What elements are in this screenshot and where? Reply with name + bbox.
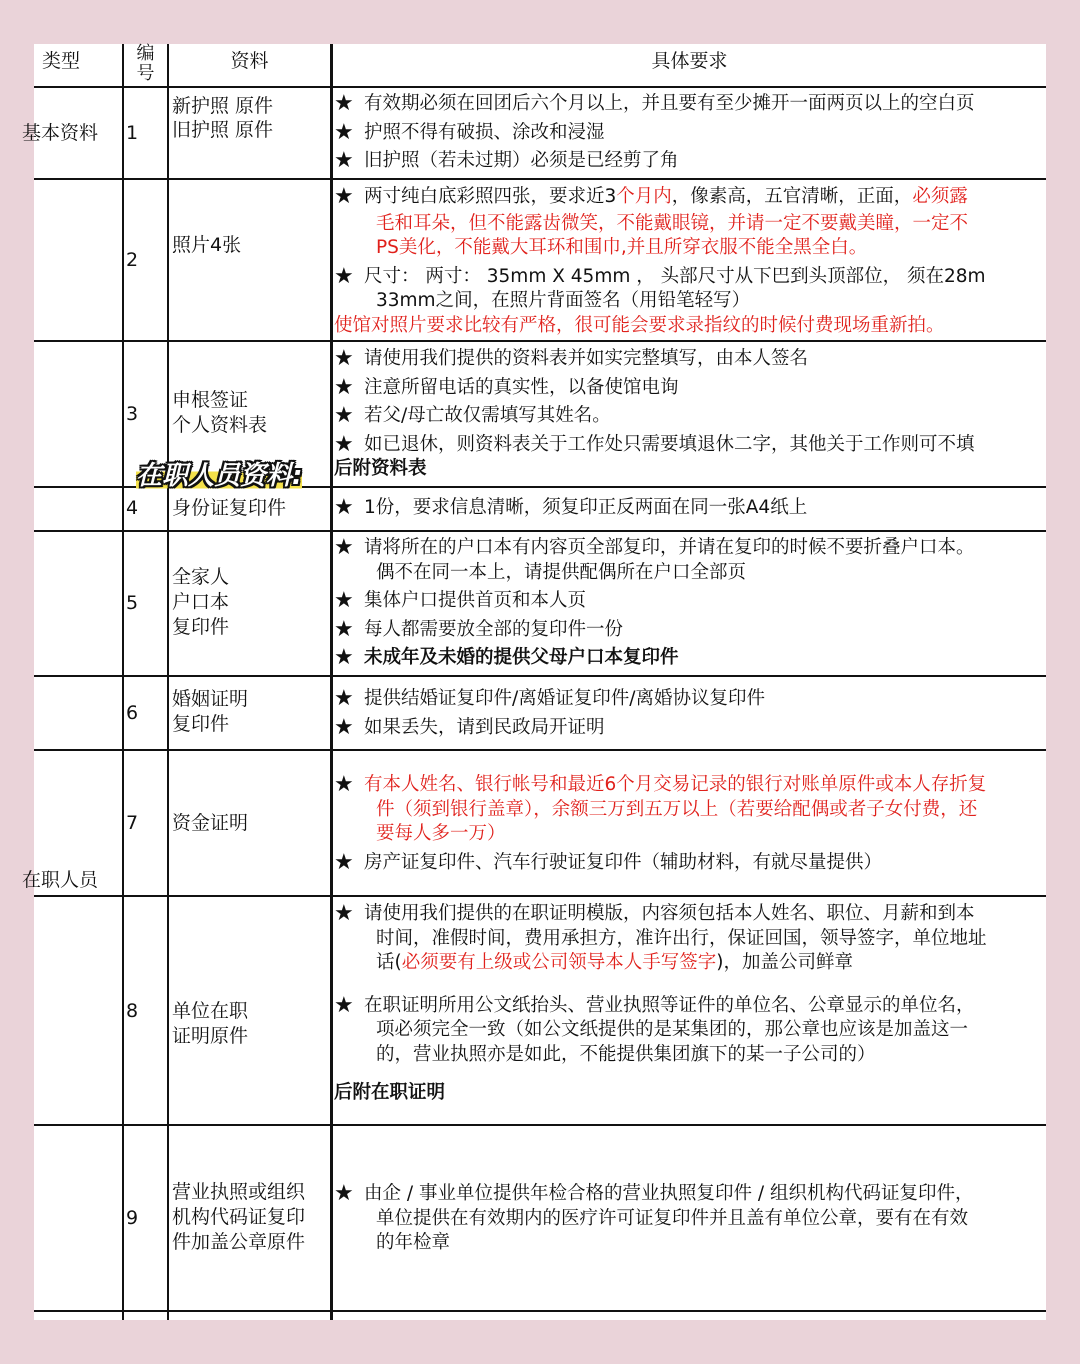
star-icon: ★ — [334, 1181, 354, 1206]
requirement-text: 房产证复印件、汽车行驶证复印件（辅助材料，有就尽量提供） — [364, 851, 883, 873]
requirements-cell — [334, 536, 1046, 675]
requirement-text: 每人都需要放全部的复印件一份 — [364, 618, 624, 640]
overlay-caption: 在职人员资料: — [136, 455, 302, 492]
row-number: 1 — [126, 122, 139, 144]
material-cell — [172, 233, 241, 257]
requirements-cell — [334, 185, 1046, 338]
star-icon: ★ — [334, 616, 354, 642]
grid-line — [167, 44, 169, 1320]
photo-note: 使馆对照片要求比较有严格，很可能会要求录指纹的时候付费现场重新拍。 — [334, 314, 945, 336]
row-number: 7 — [126, 812, 139, 834]
material-line: 复印件 — [172, 713, 230, 735]
requirement-text: 请使用我们提供的资料表并如实完整填写，由本人签名 — [364, 348, 809, 369]
star-icon: ★ — [334, 119, 354, 145]
row-number: 6 — [126, 702, 139, 724]
requirement-text: 项必须完全一致（如公文纸提供的是某集团的，那公章也应该是加盖这一 — [376, 1019, 969, 1040]
requirement-text: 如果丢失，请到民政局开证明 — [364, 716, 605, 738]
material-cell — [172, 565, 229, 640]
star-icon: ★ — [334, 772, 354, 797]
requirement-text: 有效期必须在回团后六个月以上，并且要有至少摊开一面两页以上的空白页 — [364, 93, 975, 114]
requirement-text: 请使用我们提供的在职证明模版，内容须包括本人姓名、职位、月薪和到本 — [364, 903, 975, 924]
requirement-text: 要每人多一万） — [376, 823, 506, 844]
requirement-text: 护照不得有破损、涂改和浸湿 — [364, 121, 605, 143]
star-icon: ★ — [334, 686, 354, 711]
material-cell — [172, 496, 286, 520]
grid-line — [34, 1310, 1046, 1312]
requirements-cell — [334, 347, 1046, 482]
grid-line — [34, 530, 1046, 532]
grid-line — [34, 895, 1046, 897]
requirement-text: 有本人姓名、银行帐号和最近6个月交易记录的银行对账单原件或本人存折复 — [364, 774, 987, 795]
requirements-table — [22, 43, 1046, 1320]
material-line: 证明原件 — [172, 1025, 249, 1047]
requirement-text: 请将所在的户口本有内容页全部复印，并请在复印的时候不要折叠户口本。 — [364, 537, 975, 558]
requirement-text: 件（须到银行盖章），余额三万到五万以上（若要给配偶或者子女付费，还 — [376, 798, 978, 820]
requirement-text: 话(必须要有上级或公司领导本人手写签字)，加盖公司鲜章 — [376, 952, 853, 973]
material-line: 全家人 — [172, 566, 230, 588]
star-icon: ★ — [334, 992, 354, 1018]
row-number: 3 — [126, 403, 139, 425]
requirement-text: 旧护照（若未过期）必须是已经剪了角 — [364, 150, 679, 171]
type-employed: 在职人员 — [22, 869, 99, 891]
requirement-text: 注意所留电话的真实性，以备使馆电询 — [364, 376, 679, 398]
material-line: 复印件 — [172, 616, 230, 638]
type-basic: 基本资料 — [22, 122, 99, 144]
row-number: 9 — [126, 1207, 139, 1229]
material-line: 个人资料表 — [172, 414, 268, 436]
star-icon: ★ — [334, 495, 354, 520]
star-icon: ★ — [334, 588, 354, 613]
material-line: 旧护照 原件 — [172, 119, 274, 141]
header-number: 编号 — [136, 43, 155, 84]
star-icon: ★ — [334, 403, 354, 428]
grid-line — [34, 675, 1046, 677]
requirements-cell — [334, 687, 1046, 744]
star-icon: ★ — [334, 346, 354, 371]
requirement-text: 集体户口提供首页和本人页 — [364, 590, 587, 611]
grid-line — [330, 44, 333, 1320]
requirement-text: 若父/母亡故仅需填写其姓名。 — [364, 405, 611, 426]
row-number: 5 — [126, 592, 139, 614]
material-line: 照片4张 — [172, 234, 242, 256]
material-line: 新护照 原件 — [172, 95, 274, 117]
grid-line — [34, 1124, 1046, 1126]
requirement-text: 33mm之间，在照片背面签名（用铅笔轻写） — [376, 290, 751, 311]
material-line: 单位在职 — [172, 1000, 249, 1022]
star-icon: ★ — [334, 148, 354, 173]
material-cell — [172, 94, 273, 142]
requirement-text: 的年检章 — [376, 1232, 451, 1253]
requirement-text: 尺寸： 两寸： 35mm X 45mm ， 头部尺寸从下巴到头顶部位， 须在28m — [364, 265, 986, 287]
star-icon: ★ — [334, 714, 354, 740]
requirement-text: 未成年及未婚的提供父母户口本复印件 — [364, 647, 679, 668]
requirement-text: 单位提供在有效期内的医疗许可证复印件并且盖有单位公章，要有在有效 — [376, 1207, 969, 1229]
requirement-text: PS美化，不能戴大耳环和围巾,并且所穿衣服不能全黑全白。 — [376, 237, 868, 258]
requirement-text: 时间，准假时间，费用承担方，准许出行，保证回国，领导签字，单位地址 — [376, 927, 987, 949]
star-icon: ★ — [334, 263, 354, 289]
grid-line — [34, 749, 1046, 751]
material-cell — [172, 999, 248, 1049]
material-line: 婚姻证明 — [172, 688, 249, 710]
star-icon: ★ — [334, 91, 354, 116]
star-icon: ★ — [334, 184, 354, 209]
requirements-cell — [334, 773, 1046, 879]
requirement-text: 的，营业执照亦是如此，不能提供集团旗下的某一子公司的） — [376, 1043, 876, 1065]
requirement-text: 如已退休，则资料表关于工作处只需要填退休二字，其他关于工作则可不填 — [364, 433, 975, 455]
requirement-text: 毛和耳朵，但不能露齿微笑，不能戴眼镜，并请一定不要戴美瞳，一定不 — [376, 212, 969, 234]
requirements-cell — [334, 92, 1046, 178]
grid-line — [122, 44, 124, 1320]
requirement-text: 在职证明所用公文纸抬头、营业执照等证件的单位名、公章显示的单位名， — [364, 994, 975, 1016]
star-icon: ★ — [334, 849, 354, 875]
requirement-text: 由企 / 事业单位提供年检合格的营业执照复印件 / 组织机构代码证复印件， — [364, 1183, 974, 1204]
form-note: 后附资料表 — [334, 458, 427, 479]
material-cell — [172, 811, 248, 835]
header-type: 类型 — [42, 50, 81, 72]
grid-line — [34, 340, 1046, 342]
requirement-text: 偶不在同一本上，请提供配偶所在户口全部页 — [376, 561, 747, 583]
employment-note: 后附在职证明 — [334, 1082, 446, 1103]
material-cell — [172, 687, 248, 737]
star-icon: ★ — [334, 535, 354, 560]
star-icon: ★ — [334, 901, 354, 926]
grid-line — [34, 178, 1046, 180]
header-requirements: 具体要求 — [651, 50, 728, 72]
requirement-text: 1份，要求信息清晰，须复印正反两面在同一张A4纸上 — [364, 497, 808, 518]
star-icon: ★ — [334, 431, 354, 457]
star-icon: ★ — [334, 645, 354, 670]
star-icon: ★ — [334, 374, 354, 400]
material-cell — [172, 388, 267, 438]
material-line: 申根签证 — [172, 389, 249, 411]
material-cell — [172, 1180, 305, 1255]
material-line: 身份证复印件 — [172, 497, 287, 519]
material-line: 户口本 — [172, 591, 230, 613]
row-number: 8 — [126, 1000, 139, 1022]
requirements-cell — [334, 1182, 1046, 1256]
requirements-cell — [334, 902, 1046, 1106]
row-number: 2 — [126, 249, 139, 271]
material-line: 资金证明 — [172, 812, 249, 834]
material-line: 件加盖公章原件 — [172, 1231, 306, 1253]
row-number: 4 — [126, 497, 139, 519]
header-material: 资料 — [230, 50, 269, 72]
grid-line — [34, 86, 1046, 88]
material-line: 营业执照或组织 — [172, 1181, 306, 1203]
requirement-text: 提供结婚证复印件/离婚证复印件/离婚协议复印件 — [364, 688, 765, 709]
requirement-text: 两寸纯白底彩照四张，要求近3个月内，像素高，五官清晰，正面，必须露 — [364, 186, 968, 207]
requirements-cell — [334, 496, 1046, 525]
material-line: 机构代码证复印 — [172, 1206, 306, 1228]
